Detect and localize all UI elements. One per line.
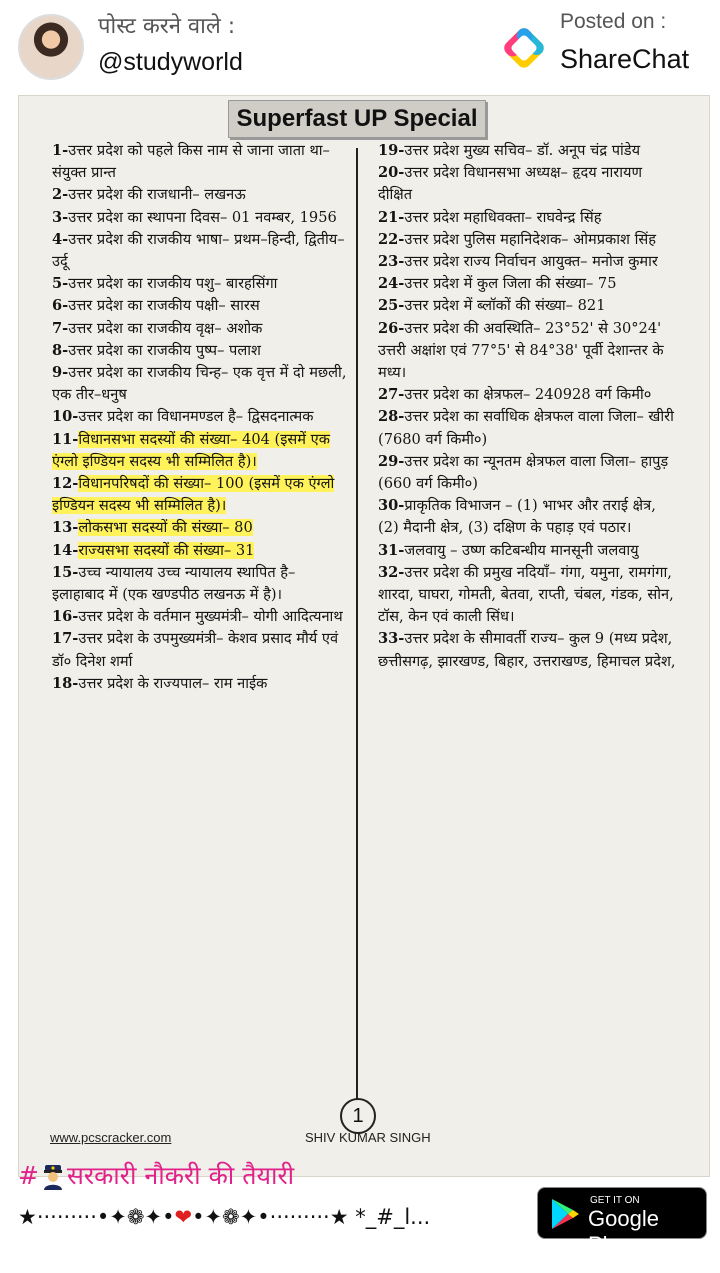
- fact-number: 27-: [378, 386, 405, 404]
- fact-number: 31-: [378, 541, 405, 559]
- fact-text: उत्तर प्रदेश का सर्वाधिक क्षेत्रफल वाला जिला– खीरी (7680 वर्ग किमी०): [378, 408, 674, 448]
- heart-icon: ❤: [174, 1205, 193, 1229]
- fact-text: विधानसभा सदस्यों की संख्या– 404 (इसमें एक एंग्लो इण्डियन सदस्य भी सम्मिलित है)।: [52, 430, 330, 470]
- fact-text: उत्तर प्रदेश का क्षेत्रफल– 240928 वर्ग किमी०: [404, 386, 652, 404]
- fact-number: 32-: [378, 563, 405, 581]
- fact-number: 15-: [52, 563, 79, 581]
- app-name: ShareChat: [560, 44, 690, 74]
- fact-item: [52, 273, 348, 295]
- fact-number: 33-: [378, 630, 405, 648]
- fact-item: [378, 318, 678, 385]
- fact-number: 25-: [378, 297, 405, 315]
- post-image-title: Superfast UP Special: [228, 100, 486, 138]
- poster-label: पोस्ट करने वाले :: [98, 14, 236, 39]
- fact-number: 29-: [378, 452, 405, 470]
- hashtag-symbol: #: [18, 1161, 39, 1190]
- fact-item: [52, 207, 348, 229]
- poster-avatar[interactable]: [18, 14, 84, 80]
- hashtag-link[interactable]: [18, 1158, 294, 1192]
- fact-item: [52, 295, 348, 317]
- decoration-left: ★·········•✦❁✦•: [18, 1205, 175, 1229]
- fact-text: उत्तर प्रदेश की राजकीय भाषा– प्रथम–हिन्दी, द्वितीय–उर्दू: [52, 230, 345, 271]
- right-column: [378, 140, 678, 673]
- fact-item: [378, 251, 678, 273]
- left-column: [52, 140, 348, 695]
- fact-number: 11-: [52, 430, 79, 448]
- fact-item: [52, 429, 348, 473]
- fact-text: उत्तर प्रदेश राज्य निर्वाचन आयुक्त– मनोज कुमार: [404, 253, 658, 271]
- fact-item: [52, 140, 348, 184]
- fact-number: 23-: [378, 253, 405, 271]
- badge-small-text: GET IT ON: [590, 1195, 640, 1206]
- footer-url: www.pcscracker.com: [50, 1130, 172, 1145]
- post-header: [0, 0, 720, 95]
- column-divider: [356, 148, 358, 1128]
- fact-text: उत्तर प्रदेश का राजकीय पुष्प– पलाश: [68, 341, 261, 359]
- fact-text: उच्च न्यायालय उच्च न्यायालय स्थापित है– इलाहाबाद में (एक खण्डपीठ लखनऊ में है)।: [52, 563, 296, 604]
- fact-number: 12-: [52, 475, 79, 493]
- fact-text: लोकसभा सदस्यों की संख्या– 80: [78, 519, 253, 537]
- fact-number: 22-: [378, 230, 405, 248]
- sharechat-logo-icon: [500, 24, 548, 72]
- decoration-right: •✦❁✦•·········★ *_#_l...: [192, 1205, 431, 1229]
- fact-number: 20-: [378, 164, 405, 182]
- fact-item: [52, 673, 348, 695]
- fact-item: [52, 362, 348, 406]
- fact-number: 21-: [378, 208, 405, 226]
- hashtag-text: सरकारी नौकरी की तैयारी: [66, 1161, 295, 1190]
- fact-item: [52, 628, 348, 672]
- footer-author: SHIV KUMAR SINGH: [305, 1130, 431, 1145]
- fact-number: 9-: [52, 364, 69, 382]
- fact-text: उत्तर प्रदेश में कुल जिला की संख्या– 75: [404, 275, 617, 293]
- fact-item: [52, 473, 348, 517]
- fact-number: 13-: [52, 519, 79, 537]
- fact-item: [52, 540, 348, 562]
- fact-number: 28-: [378, 408, 405, 426]
- fact-text: उत्तर प्रदेश का राजकीय पशु– बारहसिंगा: [68, 275, 278, 293]
- fact-text: उत्तर प्रदेश के सीमावर्ती राज्य– कुल 9 (मध्य प्रदेश, छत्तीसगढ़, झारखण्ड, बिहार, उत्तराखण्ड, हिमाचल प्रदेश,: [378, 630, 676, 670]
- fact-text: उत्तर प्रदेश का स्थापना दिवस– 01 नवम्बर, 1956: [68, 208, 337, 226]
- fact-number: 30-: [378, 497, 405, 515]
- posted-on-label: Posted on :: [560, 10, 667, 33]
- caption-decoration: [18, 1205, 430, 1229]
- fact-text: जलवायु – उष्ण कटिबन्धीय मानसूनी जलवायु: [404, 541, 639, 559]
- fact-text: विधानपरिषदों की संख्या– 100 (इसमें एक एंग्लो इण्डियन सदस्य भी सम्मिलित है)।: [52, 475, 335, 515]
- fact-item: [52, 229, 348, 273]
- fact-number: 16-: [52, 608, 79, 626]
- fact-text: उत्तर प्रदेश को पहले किस नाम से जाना जाता था– संयुक्त प्रान्त: [52, 142, 330, 182]
- fact-text: उत्तर प्रदेश की प्रमुख नदियाँ– गंगा, यमुना, रामगंगा, शारदा, घाघरा, गोमती, बेतवा, राप्ती, चंबल, गंडक, सोन, टॉस, केन एवं काली सिंध।: [378, 563, 674, 626]
- fact-number: 2-: [52, 186, 69, 204]
- fact-item: [378, 451, 678, 495]
- fact-number: 5-: [52, 275, 69, 293]
- fact-number: 8-: [52, 341, 69, 359]
- fact-text: उत्तर प्रदेश का विधानमण्डल है– द्विसदनात्मक: [78, 408, 314, 426]
- fact-item: [378, 562, 678, 629]
- fact-item: [52, 517, 348, 539]
- fact-text: उत्तर प्रदेश का राजकीय वृक्ष– अशोक: [68, 319, 263, 337]
- fact-text: उत्तर प्रदेश की अवस्थिति– 23°52' से 30°24' उत्तरी अक्षांश एवं 77°5' से 84°38' पूर्वी देशान्तर के मध्य।: [378, 319, 664, 382]
- fact-text: उत्तर प्रदेश का राजकीय चिन्ह– एक वृत्त में दो मछली, एक तीर–धनुष: [52, 364, 347, 404]
- fact-number: 19-: [378, 142, 405, 159]
- fact-text: उत्तर प्रदेश में ब्लॉकों की संख्या– 821: [404, 297, 606, 315]
- fact-number: 7-: [52, 319, 69, 337]
- badge-big-text: Google Play: [588, 1206, 659, 1257]
- fact-item: [52, 606, 348, 628]
- fact-text: उत्तर प्रदेश के वर्तमान मुख्यमंत्री– योगी आदित्यनाथ: [78, 608, 343, 626]
- fact-number: 24-: [378, 275, 405, 293]
- fact-item: [52, 562, 348, 606]
- fact-number: 10-: [52, 408, 79, 426]
- fact-number: 26-: [378, 319, 405, 337]
- fact-text: उत्तर प्रदेश विधानसभा अध्यक्ष– हृदय नारायण दीक्षित: [378, 164, 642, 204]
- fact-number: 18-: [52, 674, 79, 692]
- fact-text: उत्तर प्रदेश के उपमुख्यमंत्री– केशव प्रसाद मौर्य एवं डॉ० दिनेश शर्मा: [52, 630, 339, 670]
- fact-text: उत्तर प्रदेश महाधिवक्ता– राघवेन्द्र सिंह: [404, 208, 602, 226]
- fact-text: उत्तर प्रदेश के राज्यपाल– राम नाईक: [78, 674, 268, 692]
- fact-item: [378, 495, 678, 539]
- fact-text: उत्तर प्रदेश पुलिस महानिदेशक– ओमप्रकाश सिंह: [404, 230, 657, 248]
- fact-item: [378, 229, 678, 251]
- fact-item: [378, 406, 678, 450]
- fact-number: 17-: [52, 630, 79, 648]
- fact-item: [378, 384, 678, 406]
- fact-item: [52, 318, 348, 340]
- fact-text: उत्तर प्रदेश का राजकीय पक्षी– सारस: [68, 297, 260, 315]
- fact-number: 4-: [52, 230, 69, 248]
- fact-item: [378, 273, 678, 295]
- fact-item: [378, 140, 678, 162]
- fact-text: उत्तर प्रदेश की राजधानी– लखनऊ: [68, 186, 246, 204]
- fact-text: उत्तर प्रदेश का न्यूनतम क्षेत्रफल वाला जिला– हापुड़ (660 वर्ग किमी०): [378, 452, 669, 493]
- page-number: 1: [340, 1098, 376, 1134]
- google-play-badge[interactable]: [537, 1187, 707, 1257]
- fact-text: उत्तर प्रदेश मुख्य सचिव– डॉ. अनूप चंद्र पांडेय: [404, 142, 641, 159]
- fact-item: [52, 184, 348, 206]
- fact-item: [378, 628, 678, 672]
- officer-icon: [39, 1162, 67, 1190]
- fact-item: [52, 340, 348, 362]
- fact-item: [378, 540, 678, 562]
- fact-number: 14-: [52, 541, 79, 559]
- fact-item: [52, 406, 348, 428]
- fact-text: राज्यसभा सदस्यों की संख्या– 31: [78, 541, 255, 559]
- fact-number: 1-: [52, 142, 69, 159]
- fact-item: [378, 207, 678, 229]
- poster-handle[interactable]: @studyworld: [98, 48, 243, 76]
- fact-item: [378, 162, 678, 206]
- fact-text: प्राकृतिक विभाजन – (1) भाभर और तराई क्षेत्र, (2) मैदानी क्षेत्र, (3) दक्षिण के पहाड़ एवं पठार।: [378, 497, 656, 537]
- fact-number: 3-: [52, 208, 69, 226]
- fact-number: 6-: [52, 297, 69, 315]
- fact-item: [378, 295, 678, 317]
- google-play-icon: [550, 1198, 580, 1230]
